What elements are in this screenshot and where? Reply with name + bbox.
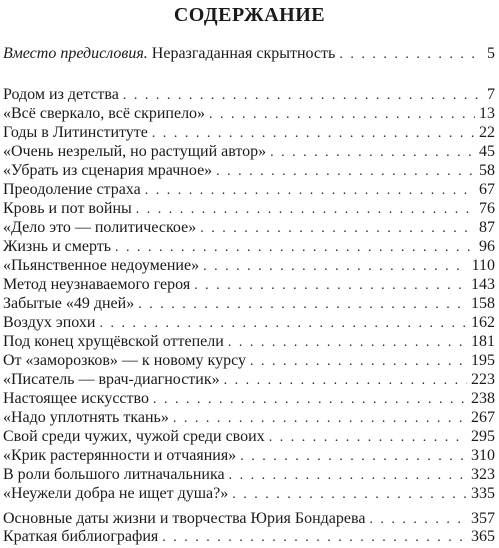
toc-entry-label: Основные даты жизни и творчества Юрия Бондарева — [3, 510, 366, 527]
toc-entry-label: «Дело это — политическое» — [3, 219, 197, 236]
toc-entry-label: Преодоление страха — [3, 181, 141, 198]
leader-dots — [269, 428, 467, 448]
leader-dots — [209, 105, 475, 125]
toc-entry-page: 13 — [479, 105, 495, 122]
toc-entry — [3, 104, 495, 124]
leader-dots — [115, 238, 475, 258]
toc-entry-page: 267 — [471, 409, 495, 426]
toc-entry-page: 158 — [471, 295, 495, 312]
leader-dots — [194, 276, 467, 296]
toc-entry-label: «Очень незрелый, но растущий автор» — [3, 143, 267, 160]
toc-entry-page: 365 — [471, 528, 495, 545]
toc-entry-label: Настоящее искусство — [3, 390, 149, 407]
toc-entry-page: 58 — [479, 162, 495, 179]
leader-dots — [138, 295, 467, 315]
toc-entry — [3, 313, 495, 333]
toc-entry — [3, 427, 495, 447]
toc-entry-label: От «заморозков» — к новому курсу — [3, 352, 246, 369]
toc-entry — [3, 123, 495, 143]
preface-label-italic: Вместо предисловия. — [3, 45, 148, 62]
toc-entry-page: 22 — [479, 124, 495, 141]
toc-entry-label: Свой среди чужих, чужой среди своих — [3, 428, 265, 445]
toc-entry — [3, 199, 495, 219]
toc-entry-page: 7 — [487, 86, 495, 103]
toc-entry-label: Под конец хрущёвской оттепели — [3, 333, 224, 350]
toc-entry-appendix — [3, 509, 495, 529]
leader-dots — [99, 314, 467, 334]
toc-entry-page: 323 — [471, 466, 495, 483]
toc-entry-page: 76 — [479, 200, 495, 217]
toc-entry-page: 223 — [471, 371, 495, 388]
leader-dots — [153, 390, 467, 410]
toc-entry — [3, 142, 495, 162]
toc-entry-preface — [3, 44, 495, 64]
toc-entry-page: 143 — [471, 276, 495, 293]
toc-entry-label: «Неужели добра не ищет душа?» — [3, 485, 229, 502]
toc-entry-label — [3, 44, 335, 64]
toc-entry-page: 110 — [471, 257, 495, 274]
toc-entry-label: Забытые «49 дней» — [3, 295, 135, 312]
toc-entry — [3, 370, 495, 390]
toc-entry-label: «Пьянственное недоумение» — [3, 257, 200, 274]
toc-entry — [3, 294, 495, 314]
toc-entry-label: В роли большого литначальника — [3, 466, 225, 483]
toc-entry-label: «Надо уплотнять ткань» — [3, 409, 169, 426]
toc-entry — [3, 351, 495, 371]
toc-entry — [3, 256, 495, 276]
toc-entry-label: «Писатель — врач-диагностик» — [3, 371, 220, 388]
toc-entry-label: Краткая библиография — [3, 528, 159, 545]
toc-entry-page: 181 — [471, 333, 495, 350]
leader-dots — [173, 409, 467, 429]
leader-dots — [145, 181, 475, 201]
toc-entry — [3, 218, 495, 238]
leader-dots — [216, 162, 475, 182]
toc-entry-page: 45 — [479, 143, 495, 160]
leader-dots — [162, 528, 467, 548]
toc-entry-label: Кровь и пот войны — [3, 200, 132, 217]
toc-entry-page: 67 — [479, 181, 495, 198]
toc-entry-label: Воздух эпохи — [3, 314, 96, 331]
toc-entry — [3, 332, 495, 352]
page-title: СОДЕРЖАНИЕ — [173, 4, 326, 26]
toc-entry — [3, 180, 495, 200]
leader-dots — [250, 352, 467, 372]
preface-label-rest: Неразгаданная скрытность — [147, 45, 336, 62]
toc-entry — [3, 446, 495, 466]
toc-entry-page: 96 — [479, 238, 495, 255]
toc-entry-label: «Убрать из сценария мрачное» — [3, 162, 213, 179]
leader-dots — [152, 124, 475, 144]
toc-entry-label: «Всё сверкало, всё скрипело» — [3, 105, 206, 122]
toc-entry-label: «Крик растерянности и отчаяния» — [3, 447, 237, 464]
leader-dots — [229, 466, 467, 486]
toc-entry-page: 335 — [471, 485, 495, 502]
toc-entry-page: 87 — [479, 219, 495, 236]
toc-entry-label: Жизнь и смерть — [3, 238, 112, 255]
toc-entry — [3, 85, 495, 105]
toc-entry-page: 195 — [471, 352, 495, 369]
leader-dots — [203, 257, 468, 277]
toc-entry-label: Родом из детства — [3, 86, 119, 103]
leader-dots — [270, 143, 475, 163]
toc-entry — [3, 161, 495, 181]
toc-entry-page: 5 — [487, 45, 495, 62]
leader-dots — [232, 485, 467, 505]
leader-dots — [240, 447, 467, 467]
leader-dots — [228, 333, 467, 353]
leader-dots — [123, 86, 483, 106]
toc-entry — [3, 237, 495, 257]
leader-dots — [339, 45, 483, 65]
toc-entry — [3, 408, 495, 428]
toc-entry-appendix — [3, 527, 495, 547]
toc-entry-page: 238 — [471, 390, 495, 407]
toc-entry — [3, 484, 495, 504]
toc-entry-label: Годы в Литинституте — [3, 124, 148, 141]
leader-dots — [224, 371, 467, 391]
toc-entry-page: 310 — [471, 447, 495, 464]
toc-entry — [3, 465, 495, 485]
toc-entry-page: 357 — [471, 510, 495, 527]
leader-dots — [200, 219, 475, 239]
toc-entry-page: 295 — [471, 428, 495, 445]
toc-entry — [3, 275, 495, 295]
toc-entry — [3, 389, 495, 409]
toc-entry-page: 162 — [471, 314, 495, 331]
toc-entry-label: Метод неузнаваемого героя — [3, 276, 191, 293]
leader-dots — [136, 200, 475, 220]
